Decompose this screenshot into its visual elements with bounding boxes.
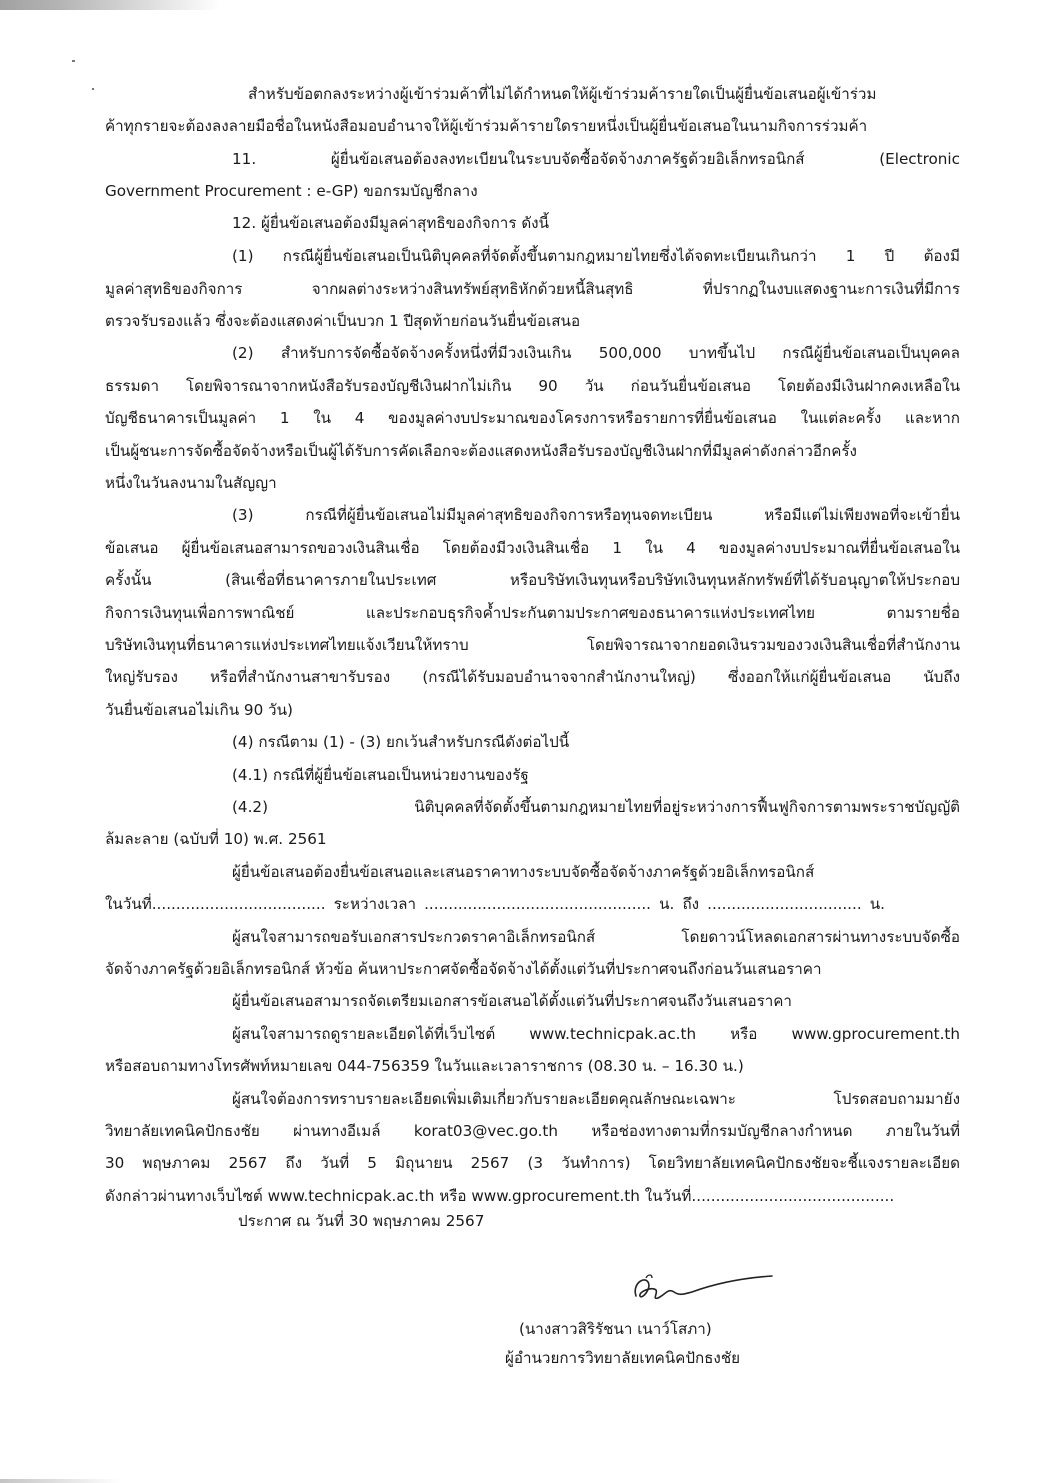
doc-line: ล้มละลาย (ฉบับที่ 10) พ.ศ. 2561: [105, 830, 327, 848]
doc-line: จัดจ้างภาครัฐด้วยอิเล็กทรอนิกส์ หัวข้อ ค้นหาประกาศจัดซื้อจัดจ้างได้ตั้งแต่วันที่ประกาศจนถึงก่อนวันเสนอราคา: [105, 960, 822, 978]
doc-line: สำหรับข้อตกลงระหว่างผู้เข้าร่วมค้าที่ไม่ได้กำหนดให้ผู้เข้าร่วมค้ารายใดเป็นผู้ยื่นข้อเสนอผู้เข้าร่วม: [248, 85, 877, 103]
doc-line: 30 พฤษภาคม 2567 ถึง วันที่ 5 มิถุนายน 2567 (3 วันทำการ) โดยวิทยาลัยเทคนิคปักธงชัยจะชี้แจงรายละเอียด: [105, 1154, 960, 1172]
doc-line: วิทยาลัยเทคนิคปักธงชัย ผ่านทางอีเมล์ korat03@vec.go.th หรือช่องทางตามที่กรมบัญชีกลางกำหนด ภายในวันที่: [105, 1122, 960, 1140]
doc-line: บริษัทเงินทุนที่ธนาคารแห่งประเทศไทยแจ้งเวียนให้ทราบ โดยพิจารณาจากยอดเงินรวมของวงเงินสินเชื่อที่สำนักงาน: [105, 636, 960, 654]
doc-line: ดังกล่าวผ่านทางเว็บไซต์ www.technicpak.ac.th หรือ www.gprocurement.th ในวันที่..........................................: [105, 1187, 895, 1205]
doc-line: (4.2) นิติบุคคลที่จัดตั้งขึ้นตามกฎหมายไทยที่อยู่ระหว่างการฟื้นฟูกิจการตามพระราชบัญญัติ: [232, 798, 960, 816]
scan-speck: [92, 88, 94, 90]
doc-line: ข้อเสนอ ผู้ยื่นข้อเสนอสามารถขอวงเงินสินเชื่อ โดยต้องมีวงเงินสินเชื่อ 1 ใน 4 ของมูลค่างบประมาณที่ยื่นข้อเสนอใน: [105, 539, 960, 557]
doc-line: เป็นผู้ชนะการจัดซื้อจัดจ้างหรือเป็นผู้ได้รับการคัดเลือกจะต้องแสดงหนังสือรับรองบัญชีเงินฝากที่มีมูลค่าดังกล่าวอีกครั้ง: [105, 442, 857, 460]
doc-line: วันยื่นข้อเสนอไม่เกิน 90 วัน): [105, 701, 293, 719]
signature: [622, 1266, 782, 1312]
announcement-date: ประกาศ ณ วันที่ 30 พฤษภาคม 2567: [238, 1212, 485, 1230]
doc-line: มูลค่าสุทธิของกิจการ จากผลต่างระหว่างสินทรัพย์สุทธิหักด้วยหนี้สินสุทธิ ที่ปรากฏในงบแสดงฐานะการเงินที่มีการ: [105, 280, 960, 298]
doc-line: (4) กรณีตาม (1) - (3) ยกเว้นสำหรับกรณีดังต่อไปนี้: [232, 733, 570, 751]
doc-line: บัญชีธนาคารเป็นมูลค่า 1 ใน 4 ของมูลค่างบประมาณของโครงการหรือรายการที่ยื่นข้อเสนอ ในแต่ละครั้ง และหาก: [105, 409, 960, 427]
doc-line: หนึ่งในวันลงนามในสัญญา: [105, 474, 277, 492]
doc-line: Government Procurement : e-GP) ขอกรมบัญชีกลาง: [105, 182, 478, 200]
doc-line: (2) สำหรับการจัดซื้อจัดจ้างครั้งหนึ่งที่มีวงเงินเกิน 500,000 บาทขึ้นไป กรณีผู้ยื่นข้อเสนอเป็นบุคคล: [232, 344, 960, 362]
doc-line: ผู้ยื่นข้อเสนอสามารถจัดเตรียมเอกสารข้อเสนอได้ตั้งแต่วันที่ประกาศจนถึงวันเสนอราคา: [232, 992, 792, 1010]
signer-title: ผู้อำนวยการวิทยาลัยเทคนิคปักธงชัย: [505, 1349, 741, 1367]
doc-line: (1) กรณีผู้ยื่นข้อเสนอเป็นนิติบุคคลที่จัดตั้งขึ้นตามกฎหมายไทยซึ่งได้จดทะเบียนเกินกว่า 1 ปี ต้องมี: [232, 247, 960, 265]
scan-speck: [72, 60, 75, 62]
doc-line: ผู้สนใจต้องการทราบรายละเอียดเพิ่มเติมเกี่ยวกับรายละเอียดคุณลักษณะเฉพาะ โปรดสอบถามมายัง: [232, 1090, 960, 1108]
signer-name: (นางสาวสิริรัชนา เนาว์โสภา): [519, 1320, 712, 1338]
doc-line: ค้าทุกรายจะต้องลงลายมือชื่อในหนังสือมอบอำนาจให้ผู้เข้าร่วมค้ารายใดรายหนึ่งเป็นผู้ยื่นข้อเสนอในนามกิจการร่วมค้า: [105, 117, 868, 135]
doc-line: ผู้สนใจสามารถขอรับเอกสารประกวดราคาอิเล็กทรอนิกส์ โดยดาวน์โหลดเอกสารผ่านทางระบบจัดซื้อ: [232, 928, 960, 946]
doc-line: หรือสอบถามทางโทรศัพท์หมายเลข 044-756359 ในวันและเวลาราชการ (08.30 น. – 16.30 น.): [105, 1057, 744, 1075]
doc-line: ผู้สนใจสามารถดูรายละเอียดได้ที่เว็บไซต์ www.technicpak.ac.th หรือ www.gprocurement.th: [232, 1025, 960, 1043]
doc-line: (4.1) กรณีที่ผู้ยื่นข้อเสนอเป็นหน่วยงานของรัฐ: [232, 766, 529, 784]
doc-line: ธรรมดา โดยพิจารณาจากหนังสือรับรองบัญชีเงินฝากไม่เกิน 90 วัน ก่อนวันยื่นข้อเสนอ โดยต้องมีเงินฝากคงเหลือใน: [105, 377, 960, 395]
doc-line: ใหญ่รับรอง หรือที่สำนักงานสาขารับรอง (กรณีได้รับมอบอำนาจจากสำนักงานใหญ่) ซึ่งออกให้แก่ผู้ยื่นข้อเสนอ นับถึง: [105, 668, 960, 686]
doc-line: ในวันที่.................................... ระหว่างเวลา ............................................... น. ถึง ................................ น.: [105, 895, 885, 913]
scan-edge-top: [0, 0, 1042, 10]
doc-line: 11. ผู้ยื่นข้อเสนอต้องลงทะเบียนในระบบจัดซื้อจัดจ้างภาครัฐด้วยอิเล็กทรอนิกส์ (Electronic: [232, 150, 960, 168]
doc-line: 12. ผู้ยื่นข้อเสนอต้องมีมูลค่าสุทธิของกิจการ ดังนี้: [232, 214, 549, 232]
doc-line: ครั้งนั้น (สินเชื่อที่ธนาคารภายในประเทศ หรือบริษัทเงินทุนหรือบริษัทเงินทุนหลักทรัพย์ที่ได้รับอนุญาตให้ประกอบ: [105, 571, 960, 589]
doc-line: กิจการเงินทุนเพื่อการพาณิชย์ และประกอบธุรกิจค้ำประกันตามประกาศของธนาคารแห่งประเทศไทย ตามรายชื่อ: [105, 604, 960, 622]
doc-line: (3) กรณีที่ผู้ยื่นข้อเสนอไม่มีมูลค่าสุทธิของกิจการหรือทุนจดทะเบียน หรือมีแต่ไม่เพียงพอที่จะเข้ายื่น: [232, 506, 960, 524]
doc-line: ตรวจรับรองแล้ว ซึ่งจะต้องแสดงค่าเป็นบวก 1 ปีสุดท้ายก่อนวันยื่นข้อเสนอ: [105, 312, 581, 330]
scan-edge-bottom: [0, 1479, 120, 1483]
doc-line: ผู้ยื่นข้อเสนอต้องยื่นข้อเสนอและเสนอราคาทางระบบจัดซื้อจัดจ้างภาครัฐด้วยอิเล็กทรอนิกส์: [232, 863, 815, 881]
